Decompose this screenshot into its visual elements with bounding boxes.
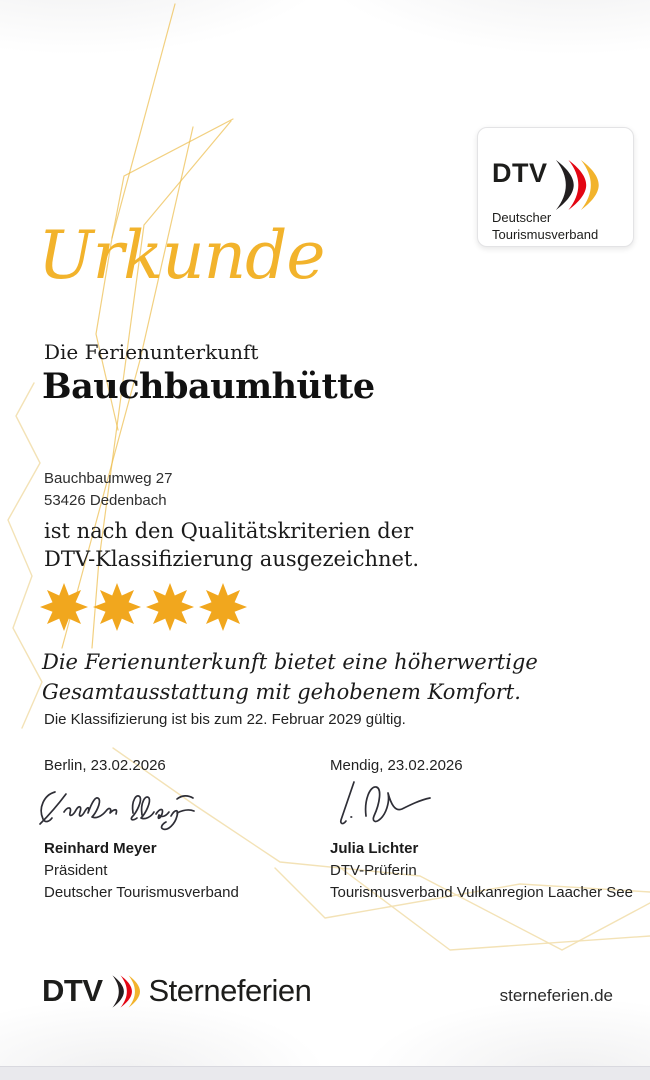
footer-brand-abbr: DTV bbox=[42, 973, 103, 1008]
property-address bbox=[44, 468, 172, 512]
place-date-left: Berlin, 23.02.2026 bbox=[44, 757, 166, 774]
signatory-left-org: Deutscher Tourismusverband bbox=[44, 884, 239, 901]
validity-note: Die Klassifizierung ist bis zum 22. Februar 2029 gültig. bbox=[44, 711, 406, 728]
signatory-right-role: DTV-Prüferin bbox=[330, 862, 417, 879]
description-line2: Gesamtausstattung mit gehobenem Komfort. bbox=[42, 680, 521, 704]
dtv-chevrons-icon bbox=[555, 160, 599, 210]
award-statement bbox=[44, 517, 419, 573]
footer-brand bbox=[42, 973, 311, 1009]
bottom-edge-strip bbox=[0, 1066, 650, 1080]
signatory-left-name: Reinhard Meyer bbox=[44, 840, 157, 857]
signatory-right-name: Julia Lichter bbox=[330, 840, 419, 857]
logo-name-line1: Deutscher bbox=[492, 210, 552, 225]
signature-area-right bbox=[330, 774, 635, 838]
dtv-logo-name bbox=[492, 209, 598, 243]
star-icon bbox=[40, 583, 88, 631]
signature-area-left bbox=[44, 774, 349, 838]
intro-label: Die Ferienunterkunft bbox=[44, 340, 259, 364]
star-rating bbox=[40, 583, 247, 631]
place-date-right: Mendig, 23.02.2026 bbox=[330, 757, 463, 774]
signature-left-icon bbox=[36, 782, 206, 837]
sterneferien-chevrons-icon bbox=[112, 975, 140, 1008]
property-name: Bauchbaumhütte bbox=[42, 366, 375, 407]
signatory-left bbox=[44, 757, 349, 904]
footer-brand-name: Sterneferien bbox=[148, 973, 312, 1008]
award-line1: ist nach den Qualitätskriterien der bbox=[44, 519, 414, 543]
dtv-logo-box bbox=[477, 127, 634, 247]
classification-description bbox=[42, 647, 538, 707]
signature-right-icon bbox=[328, 776, 433, 834]
certificate-title: Urkunde bbox=[38, 217, 325, 294]
signatory-right bbox=[330, 757, 635, 904]
address-line2: 53426 Dedenbach bbox=[44, 492, 167, 509]
award-line2: DTV-Klassifizierung ausgezeichnet. bbox=[44, 547, 420, 571]
signatory-right-org: Tourismusverband Vulkanregion Laacher See bbox=[330, 884, 633, 901]
signatory-left-role: Präsident bbox=[44, 862, 108, 879]
logo-name-line2: Tourismusverband bbox=[492, 227, 599, 242]
dtv-logo-text: DTV bbox=[492, 158, 548, 188]
star-icon bbox=[146, 583, 194, 631]
star-icon bbox=[199, 583, 247, 631]
star-icon bbox=[93, 583, 141, 631]
description-line1: Die Ferienunterkunft bietet eine höherwertige bbox=[42, 650, 538, 674]
website-url: sterneferien.de bbox=[499, 986, 613, 1005]
address-line1: Bauchbaumweg 27 bbox=[44, 470, 173, 487]
